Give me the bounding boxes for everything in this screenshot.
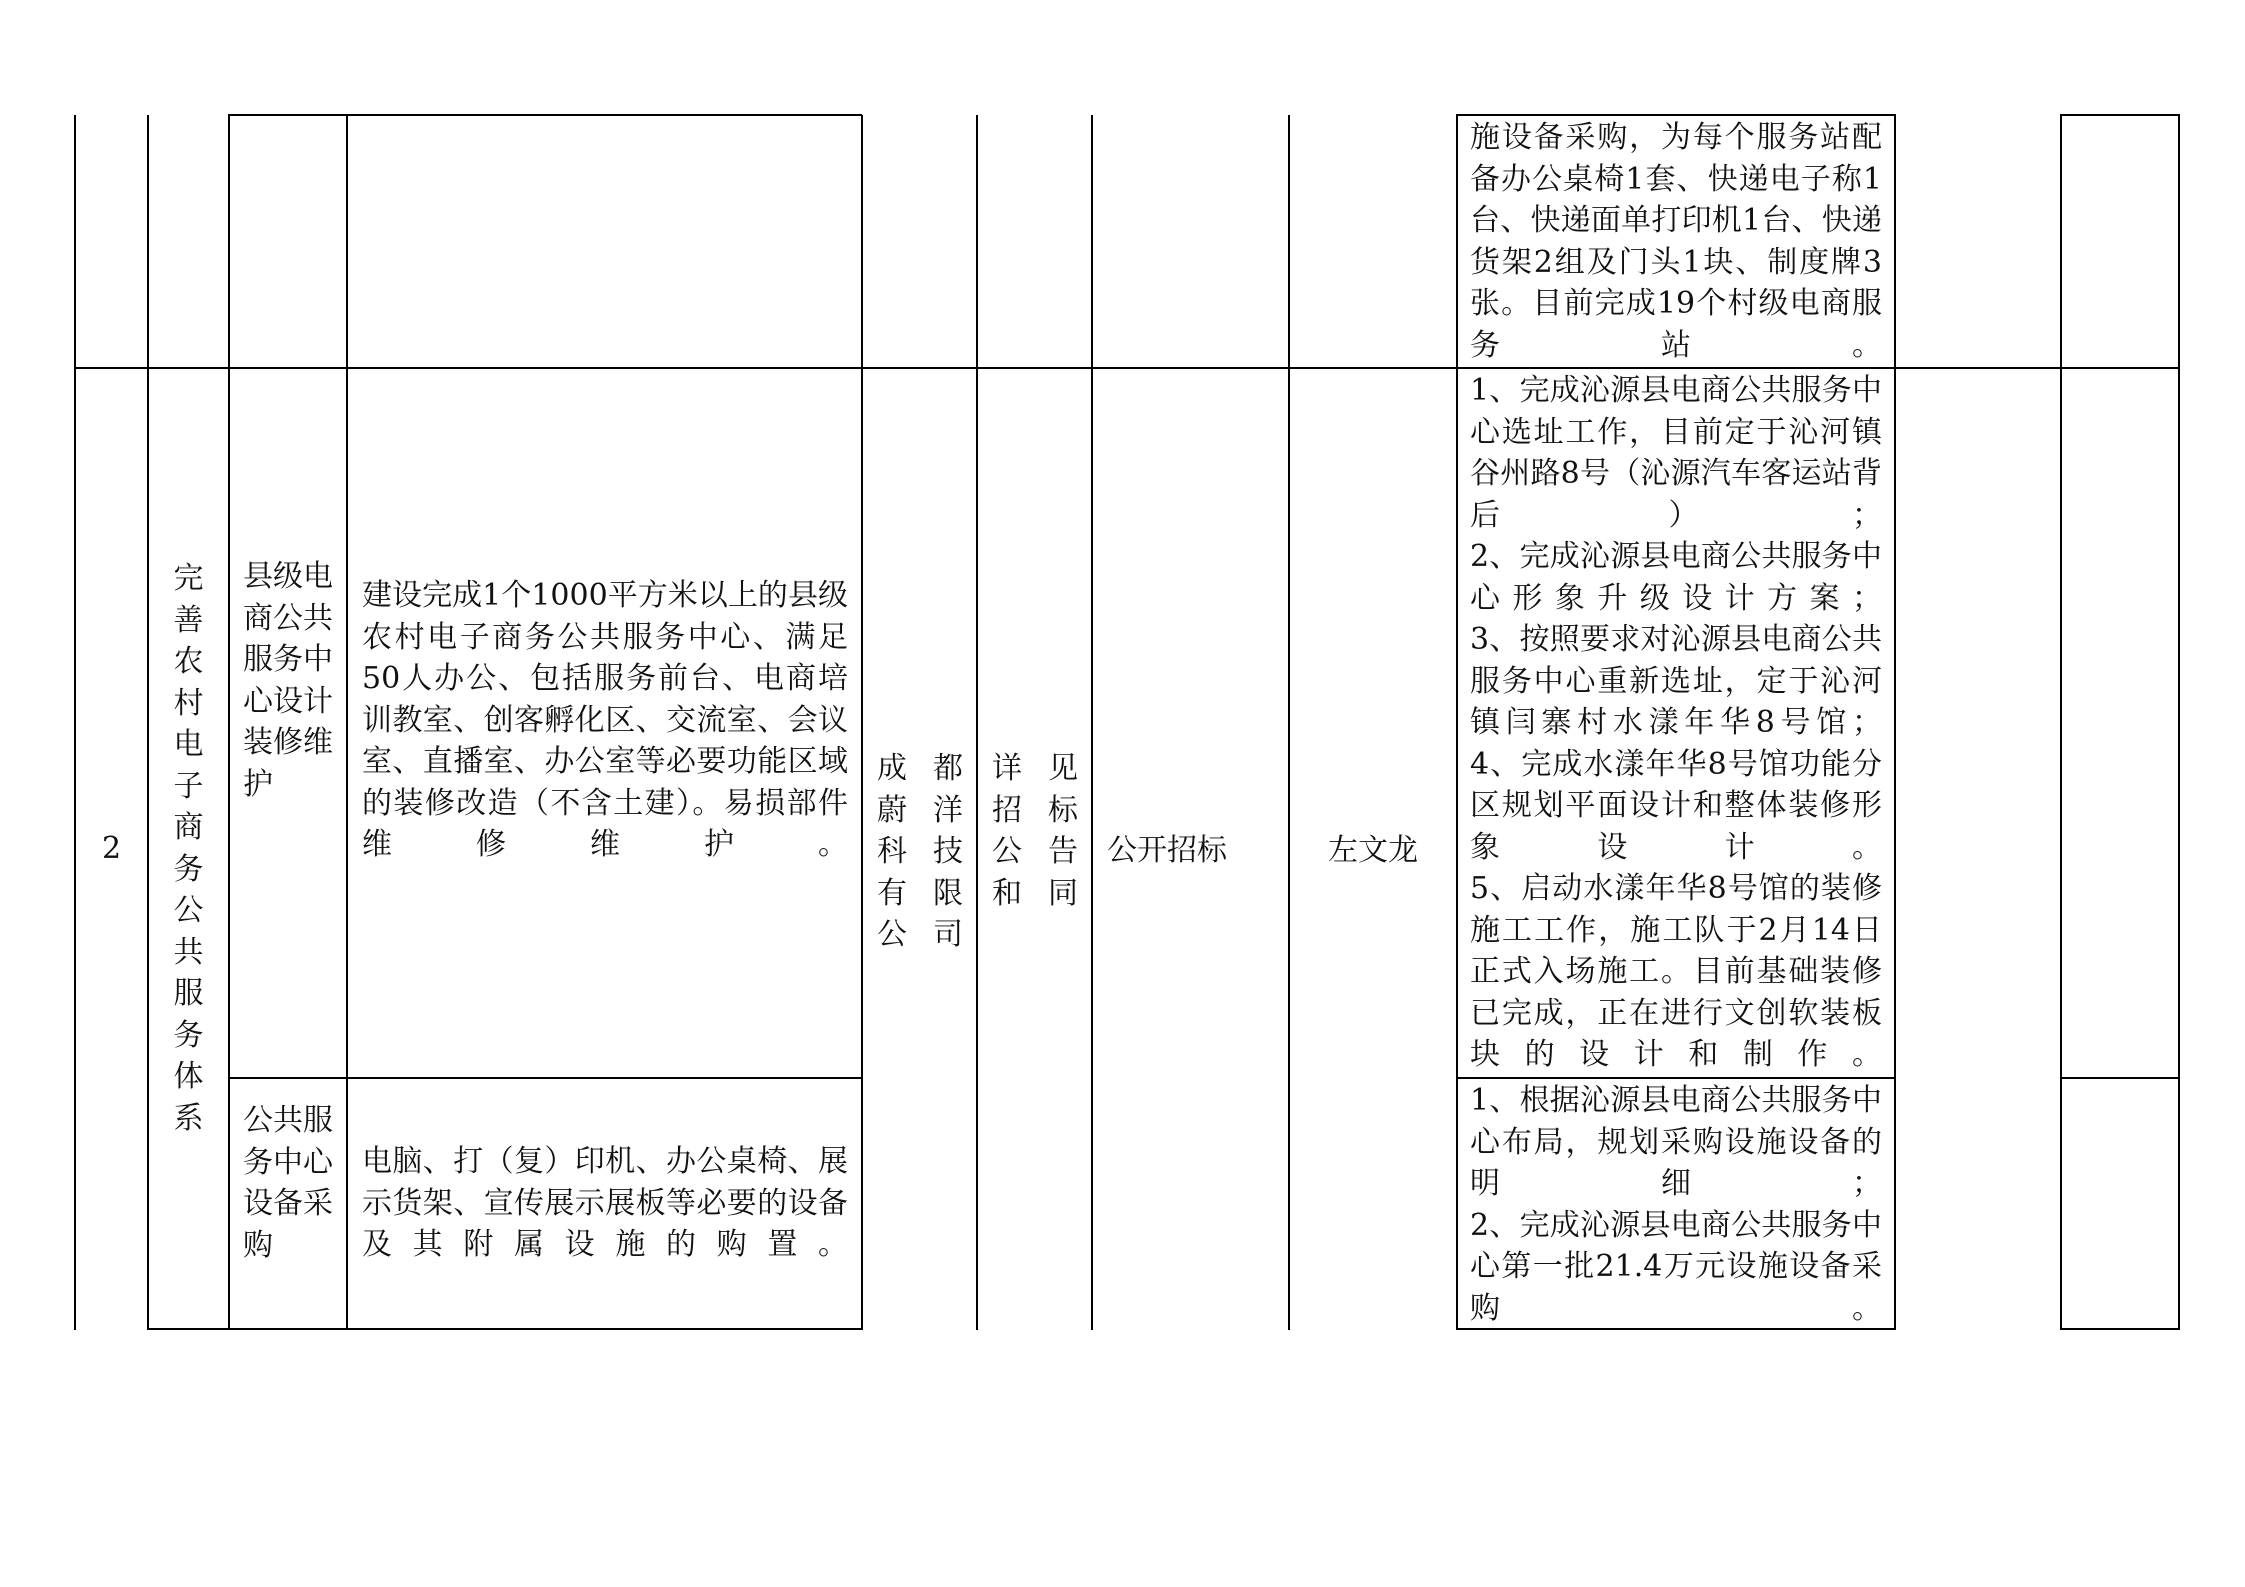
table-grid-line [74,367,2180,369]
item-cell: 公共服务中心设备采购 [243,1103,333,1263]
table-grid-line [1091,115,1093,1330]
method-cell: 公开招标 [1107,833,1227,868]
content-cell: 建设完成1个1000平方米以上的县级农村电子商务公共服务中心、满足50人办公、包括服务前台、电商培训教室、创客孵化区、交流室、会议室、直播室、办公室等必要功能区域的装修改造（不含土建）。易损部件维修维护。 [362,578,848,862]
content-cell: 电脑、打（复）印机、办公桌椅、展示货架、宣传展示展板等必要的设备及其附属设施的购置。 [362,1144,848,1262]
progress-item: 1、根据沁源县电商公共服务中心布局，规划采购设施设备的明细； [1470,1083,1882,1201]
progress-item: 4、完成水漾年华8号馆功能分区规划平面设计和整体装修形象设计。 [1470,746,1882,865]
category-cell [149,369,228,1328]
row-number [76,369,147,1328]
table-grid-line [2060,115,2062,1330]
item-cell: 县级电商公共服务中心设计装修维护 [243,559,333,802]
basis-cell: 详见招标公告和同 [992,751,1078,911]
row-number-text: 2 [101,830,122,866]
company-cell: 成都蔚洋科技有限公司 [877,751,963,952]
table-grid-line [228,1077,862,1079]
progress-item: 5、启动水漾年华8号馆的装修施工工作，施工队于2月14日正式入场施工。目前基础装修已完成，正在进行文创软装板块的设计和制作。 [1470,871,1882,1072]
table-grid-line [1288,115,1290,1330]
table-grid-line [861,115,863,1330]
table-grid-line [2060,1328,2180,1330]
table-grid-line [1456,114,1896,116]
category-text: 完善农村电子商务公共服务体系 [173,561,204,1136]
table-grid-line [1456,1077,1896,1079]
table-grid-line [2060,114,2180,116]
progress-item: 1、完成沁源县电商公共服务中心选址工作，目前定于沁河镇谷州路8号（沁源汽车客运站背后）； [1470,373,1882,533]
progress-cell: 施设备采购，为每个服务站配备办公桌椅1套、快递电子称1台、快递面单打印机1台、快递货架2组及门头1块、制度牌3张。目前完成19个村级电商服务站。 [1470,120,1882,363]
progress-item: 3、按照要求对沁源县电商公共服务中心重新选址，定于沁河镇闫寨村水漾年华8号馆； [1470,622,1882,740]
progress-item: 2、完成沁源县电商公共服务中心第一批21.4万元设施设备采购。 [1470,1207,1882,1326]
table-grid-line [1894,115,1896,1330]
person-text: 左文龙 [1328,833,1418,868]
progress-cell [1470,1080,1882,1328]
table-grid-line [2060,1077,2180,1079]
progress-item: 2、完成沁源县电商公共服务中心形象升级设计方案； [1470,539,1882,616]
table-border-right [2178,115,2180,1330]
progress-cell [1470,370,1882,1076]
table-grid-line [976,115,978,1330]
table-grid-line [346,115,348,1330]
table-grid-line [147,1328,863,1330]
person-cell [1290,830,1456,872]
table-grid-line [228,115,230,1330]
table-grid-line [1456,115,1458,1330]
table-grid-line [228,114,862,116]
